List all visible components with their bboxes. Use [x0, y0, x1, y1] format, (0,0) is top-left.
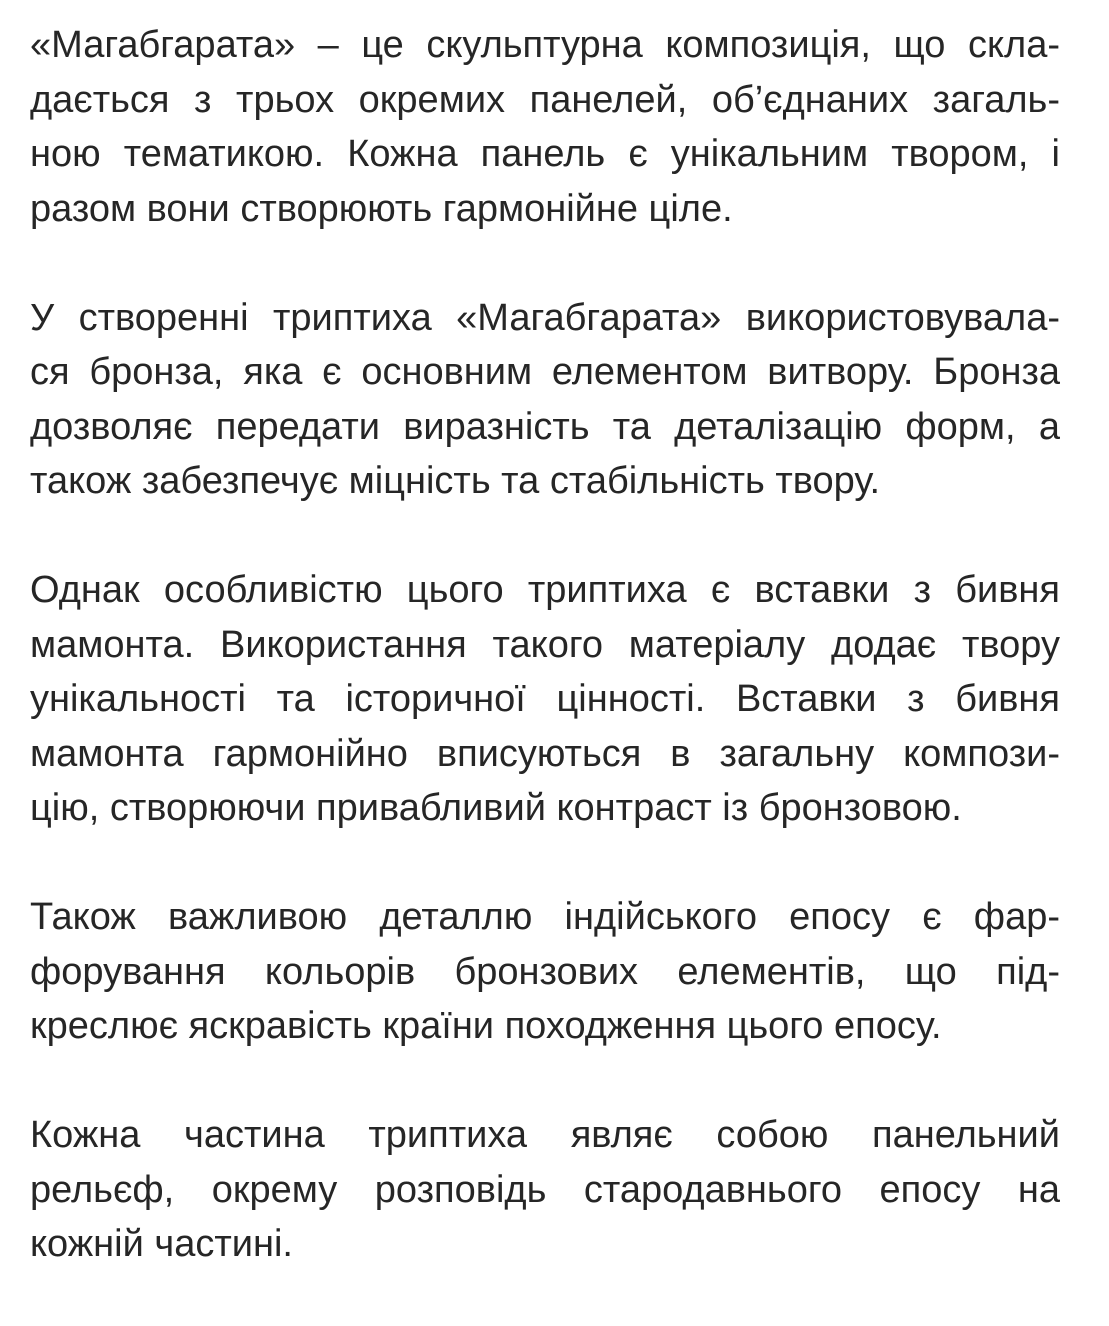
- text-line: форування кольорів бронзових елементів, що під-: [30, 950, 1060, 993]
- text-line: ся бронза, яка є основним елементом витвору. Бронза: [30, 351, 1060, 393]
- paragraph-mammoth-tusk: [30, 563, 1060, 836]
- text-line: ною тематикою. Кожна панель є унікальним твором, і: [30, 133, 1060, 175]
- text-line: Кожна частина триптиха являє собою панельний: [30, 1114, 1060, 1156]
- paragraph-triptych-parts: [30, 1108, 1060, 1272]
- text-line: У створенні триптиха «Магабгарата» використовувала-: [30, 296, 1060, 339]
- text-line: мамонта. Використання такого матеріалу додає твору: [30, 623, 1060, 666]
- text-line: Також важливою деталлю індійського епосу є фар-: [30, 896, 1060, 938]
- paragraph-color-painting: [30, 890, 1060, 1054]
- paragraph-bronze-material: [30, 291, 1060, 509]
- text-line: дозволяє передати виразність та деталізацію форм, а: [30, 405, 1060, 448]
- article-text: [30, 18, 1060, 1326]
- text-line: кожній частині.: [30, 1223, 293, 1265]
- text-line: креслює яскравість країни походження цього епосу.: [30, 1005, 942, 1047]
- text-line: цію, створюючи привабливий контраст із бронзовою.: [30, 787, 962, 829]
- text-line: також забезпечує міцність та стабільність твору.: [30, 460, 881, 502]
- text-line: унікальності та історичної цінності. Вставки з бивня: [30, 678, 1060, 720]
- text-line: дається з трьох окремих панелей, об’єднаних загаль-: [30, 78, 1060, 121]
- text-line: разом вони створюють гармонійне ціле.: [30, 187, 733, 230]
- text-line: мамонта гармонійно вписуються в загальну компози-: [30, 732, 1060, 775]
- text-line: рельєф, окрему розповідь стародавнього епосу на: [30, 1168, 1060, 1211]
- text-line: Однак особливістю цього триптиха є вставки з бивня: [30, 569, 1060, 611]
- paragraph-sculpture-composition: [30, 18, 1060, 236]
- text-line: «Магабгарата» – це скульптурна композиція, що скла-: [30, 24, 1060, 66]
